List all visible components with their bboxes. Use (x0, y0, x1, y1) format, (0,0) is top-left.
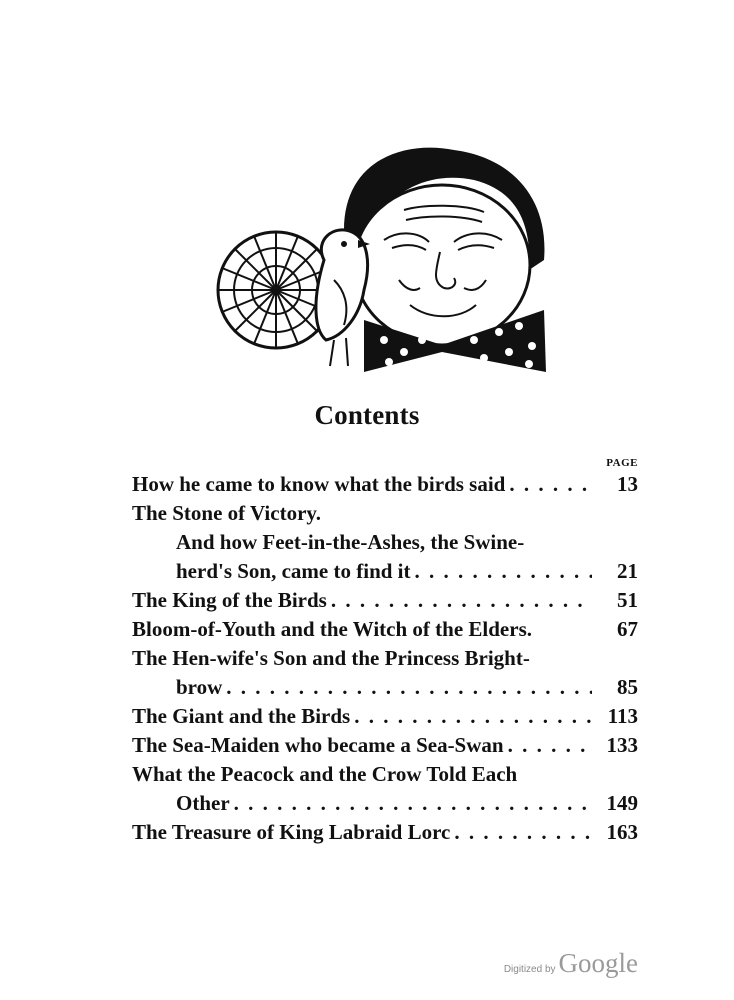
toc-entry[interactable] (132, 615, 638, 644)
toc-entry[interactable] (132, 528, 638, 586)
entry-page: 67 (617, 617, 638, 641)
digitized-by-watermark (504, 948, 638, 979)
dot-leader (508, 731, 592, 760)
dot-leader (331, 586, 592, 615)
entry-title: How he came to know what the birds said (132, 472, 506, 496)
entry-page: 21 (617, 559, 638, 583)
dot-leader (509, 470, 592, 499)
entry-page: 85 (617, 675, 638, 699)
entry-title-line1: The Hen-wife's Son and the Princess Bright- (132, 646, 530, 670)
dot-leader (415, 557, 592, 586)
entry-title-line2: Other (176, 791, 230, 815)
entry-page: 13 (617, 472, 638, 496)
entry-title: The King of the Birds (132, 588, 327, 612)
entry-page: 133 (606, 733, 638, 757)
toc-entry[interactable] (132, 731, 638, 760)
entry-title-line1: What the Peacock and the Crow Told Each (132, 762, 518, 786)
entry-title-line2: brow (176, 675, 223, 699)
page-column-label: PAGE (606, 457, 638, 469)
entry-title-line2: herd's Son, came to find it (176, 559, 411, 583)
toc-entry[interactable] (132, 499, 638, 528)
illustration-woman-and-bird (214, 140, 560, 376)
toc-entry[interactable] (132, 702, 638, 731)
entry-page: 163 (606, 820, 638, 844)
dot-leader (234, 789, 592, 818)
entry-title: The Sea-Maiden who became a Sea-Swan (132, 733, 504, 757)
toc-entry[interactable] (132, 470, 638, 499)
contents-heading: Contents (314, 400, 420, 430)
entry-title: The Giant and the Birds (132, 704, 351, 728)
entry-page: 149 (606, 791, 638, 815)
entry-page: 113 (607, 704, 638, 728)
table-of-contents (132, 470, 638, 847)
toc-entry[interactable] (132, 586, 638, 615)
bird-body (316, 230, 370, 366)
dot-leader (354, 702, 592, 731)
toc-entry[interactable] (132, 818, 638, 847)
entry-page: 51 (617, 588, 638, 612)
entry-title-line1: And how Feet-in-the-Ashes, the Swine- (176, 530, 525, 554)
entry-title: Bloom-of-Youth and the Witch of the Elders. (132, 617, 532, 641)
face (354, 185, 530, 345)
digitized-by-label: Digitized by (503, 964, 556, 975)
google-logo-text: Google (558, 948, 638, 978)
dot-leader (226, 673, 592, 702)
toc-entry[interactable] (132, 644, 638, 702)
dot-leader (454, 818, 592, 847)
toc-entry[interactable] (132, 760, 638, 818)
entry-title: The Treasure of King Labraid Lorc (132, 820, 451, 844)
entry-title: The Stone of Victory. (132, 501, 321, 525)
